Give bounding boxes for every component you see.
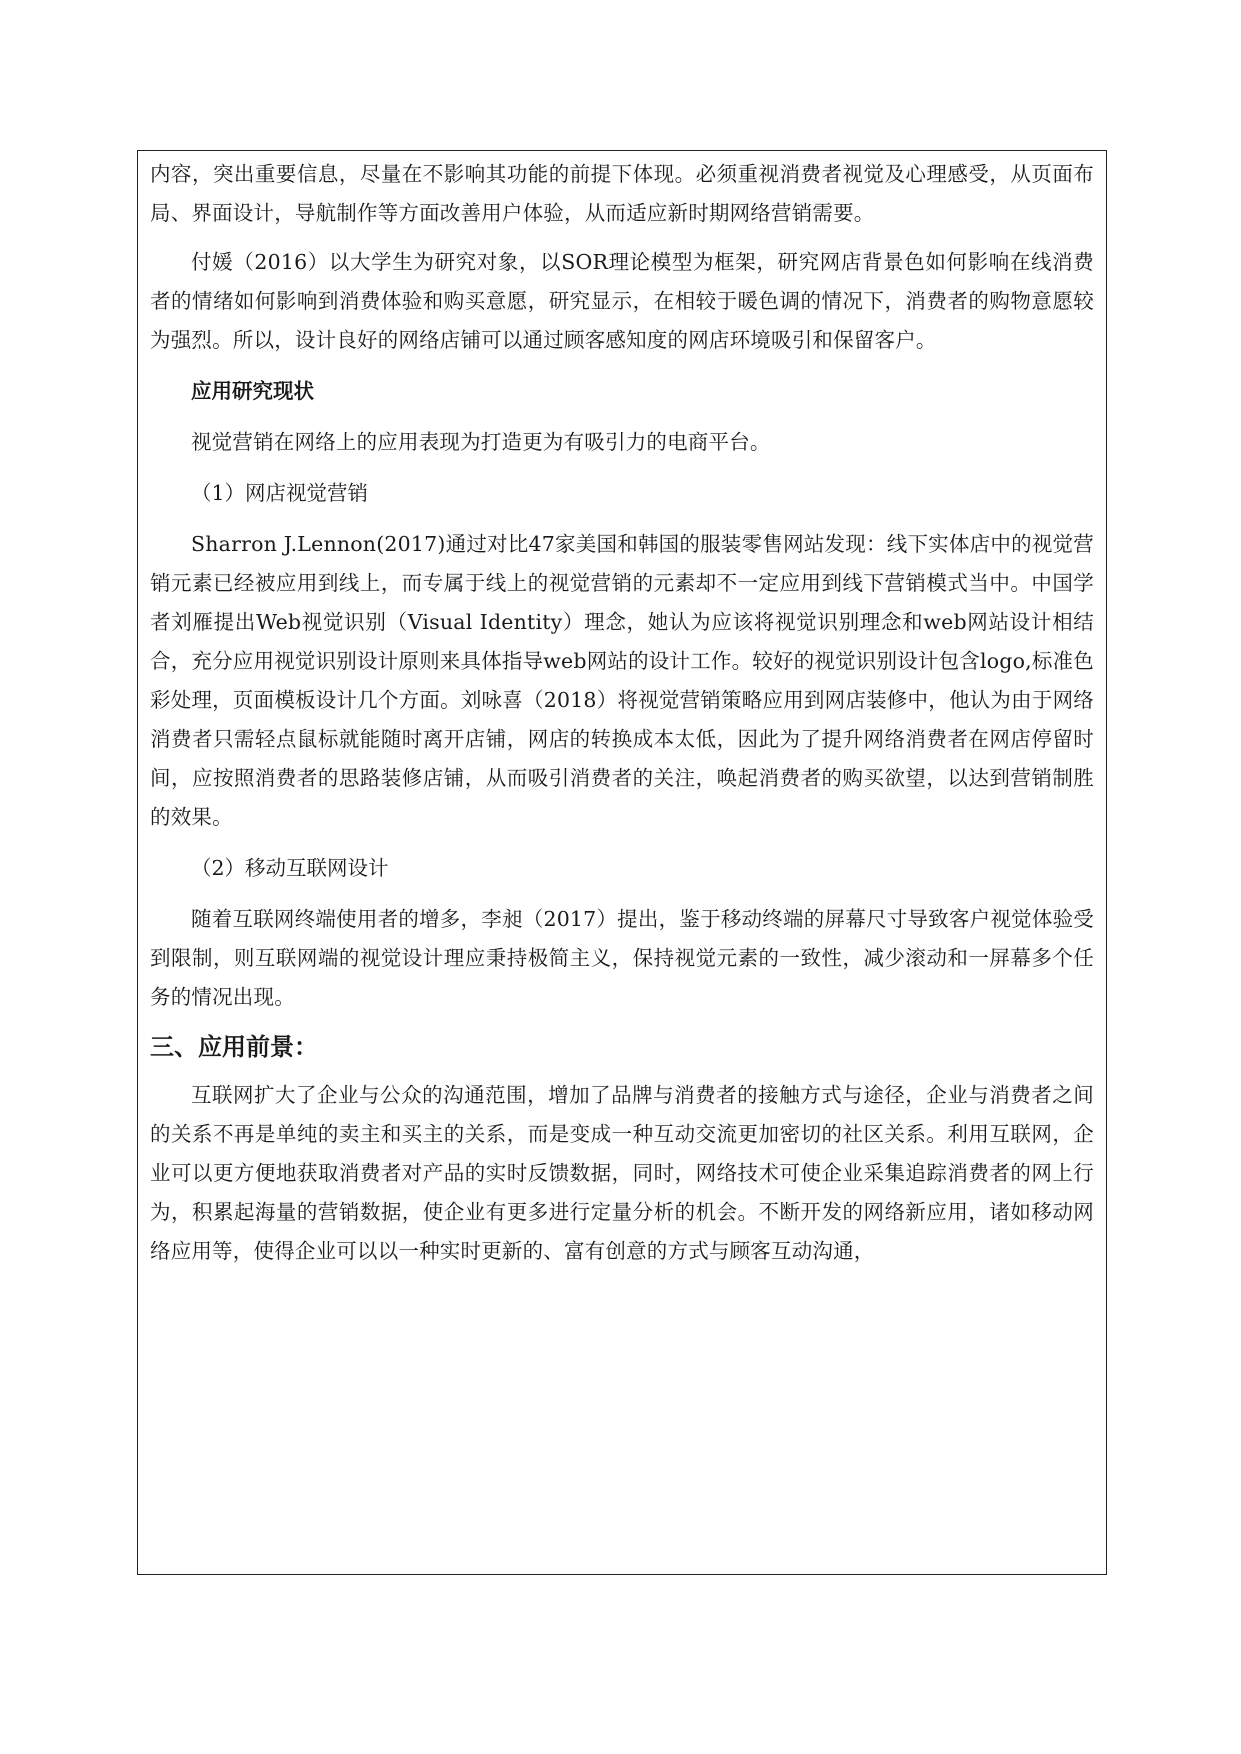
- section-heading-prospects: 三、应用前景：: [150, 1032, 318, 1061]
- paragraph-continued: 内容，突出重要信息，尽量在不影响其功能的前提下体现。必须重视消费者视觉及心理感受，从页面布局、界面设计，导航制作等方面改善用户体验，从而适应新时期网络营销需要。: [150, 162, 1094, 225]
- paragraph-fu-yuan: 付媛（2016）以大学生为研究对象，以SOR理论模型为框架，研究网店背景色如何影响在线消费者的情绪如何影响到消费体验和购买意愿，研究显示，在相较于暖色调的情况下，消费者的购物意愿较为强烈。所以，设计良好的网络店铺可以通过顾客感知度的网店环境吸引和保留客户。: [150, 250, 1094, 352]
- paragraph-mobile-design: 随着互联网终端使用者的增多，李昶（2017）提出，鉴于移动终端的屏幕尺寸导致客户视觉体验受到限制，则互联网端的视觉设计理应秉持极简主义，保持视觉元素的一致性，减少滚动和一屏幕多个任务的情况出现。: [150, 907, 1094, 1009]
- paragraph-prospects: 互联网扩大了企业与公众的沟通范围，增加了品牌与消费者的接触方式与途径，企业与消费者之间的关系不再是单纯的卖主和买主的关系，而是变成一种互动交流更加密切的社区关系。利用互联网，企业可以更方便地获取消费者对产品的实时反馈数据，同时，网络技术可使企业采集追踪消费者的网上行为，积累起海量的营销数据，使企业有更多进行定量分析的机会。不断开发的网络新应用，诸如移动网络应用等，使得企业可以以一种实时更新的、富有创意的方式与顾客互动沟通，: [150, 1083, 1094, 1263]
- item-title-mobile-internet: （2）移动互联网设计: [191, 856, 389, 880]
- paragraph-visual-marketing-intro: 视觉营销在网络上的应用表现为打造更为有吸引力的电商平台。: [191, 430, 771, 454]
- content-frame: [137, 150, 1107, 1575]
- paragraph-lennon: Sharron J.Lennon(2017)通过对比47家美国和韩国的服装零售网站发现：线下实体店中的视觉营销元素已经被应用到线上，而专属于线上的视觉营销的元素却不一定应用到线下营销模式当中。中国学者刘雁提出Web视觉识别（Visual Identity）理念，她认为应该将视觉识别理念和web网站设计相结合，充分应用视觉识别设计原则来具体指导web网站的设计工作。较好的视觉识别设计包含logo,标准色彩处理，页面模板设计几个方面。刘咏喜（2018）将视觉营销策略应用到网店装修中，他认为由于网络消费者只需轻点鼠标就能随时离开店铺，网店的转换成本太低，因此为了提升网络消费者在网店停留时间，应按照消费者的思路装修店铺，从而吸引消费者的关注，唤起消费者的购买欲望，以达到营销制胜的效果。: [150, 532, 1094, 829]
- item-title-online-store: （1）网店视觉营销: [191, 481, 369, 505]
- subheading-application-status: 应用研究现状: [191, 379, 314, 403]
